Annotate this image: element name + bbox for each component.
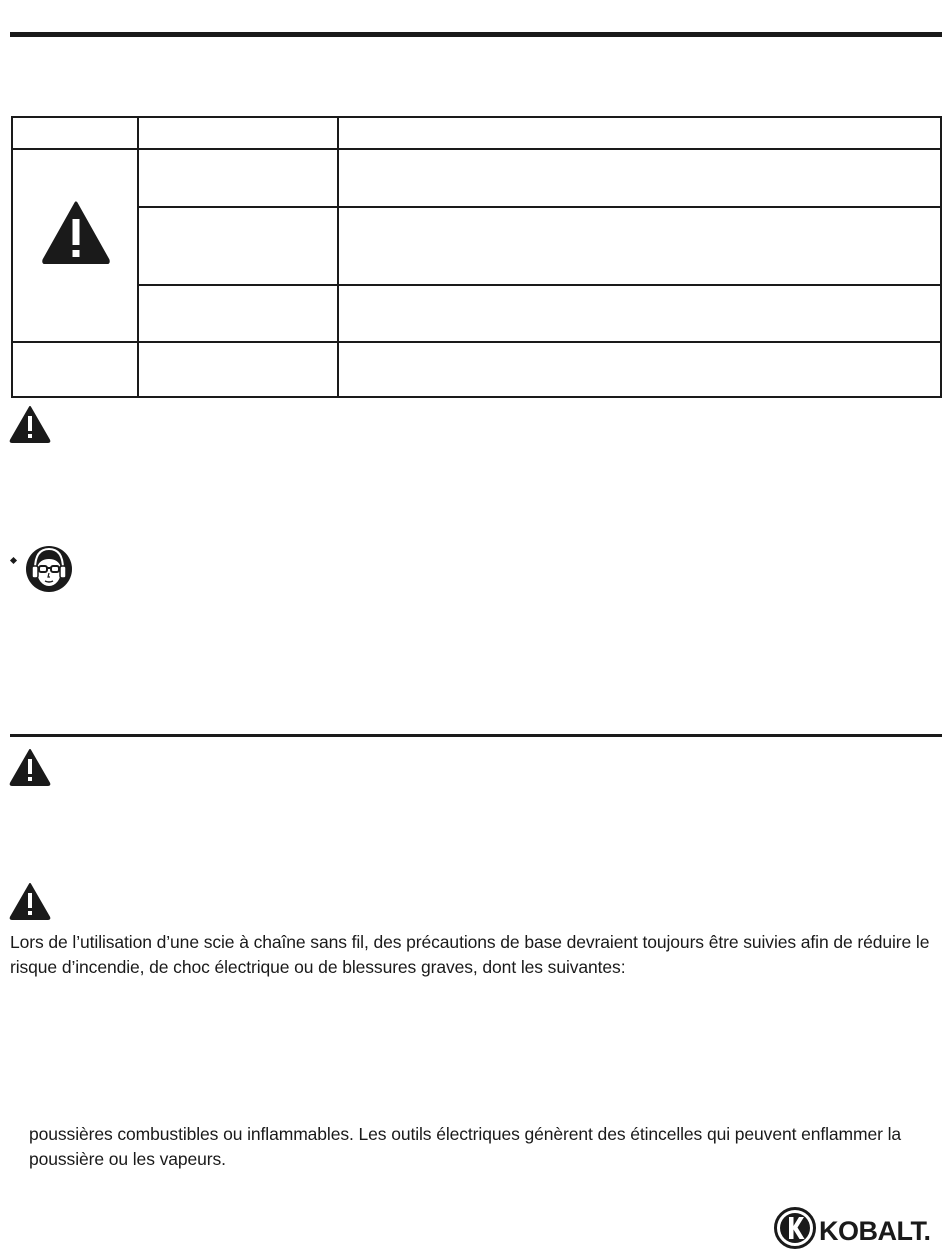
safety-glasses-hearing-protection-icon [25, 545, 73, 598]
section-divider [10, 734, 942, 737]
top-divider [10, 32, 942, 37]
list-bullet [10, 557, 17, 564]
hazard-list-item-text: poussières combustibles ou inflammables. Les outils électriques génèrent des étincelles qui peuvent enflammer la poussière ou les vapeurs. [29, 1124, 902, 1169]
safety-intro-paragraph: Lors de l’utilisation d’une scie à chaîne sans fil, des précautions de base devraient toujours être suivies afin de réduire le risque d’incendie, de choc électrique ou de blessures graves, dont les suivantes: [10, 932, 930, 977]
table-row-divider [137, 284, 940, 286]
table-column-divider [137, 118, 139, 396]
kobalt-logo [774, 1207, 931, 1254]
table-row-divider [137, 206, 940, 208]
warning-triangle-icon [41, 200, 111, 264]
warning-triangle-icon [9, 748, 51, 786]
warning-triangle-icon [9, 882, 51, 920]
kobalt-k-logo-icon [774, 1207, 816, 1254]
safety-symbol-table [11, 116, 942, 398]
table-header-divider [13, 148, 940, 150]
table-row-divider [13, 341, 940, 343]
warning-triangle-icon [9, 405, 51, 443]
table-column-divider [337, 118, 339, 396]
table-symbol-cell [41, 200, 111, 264]
logo-wordmark: KOBALT. [819, 1216, 931, 1246]
